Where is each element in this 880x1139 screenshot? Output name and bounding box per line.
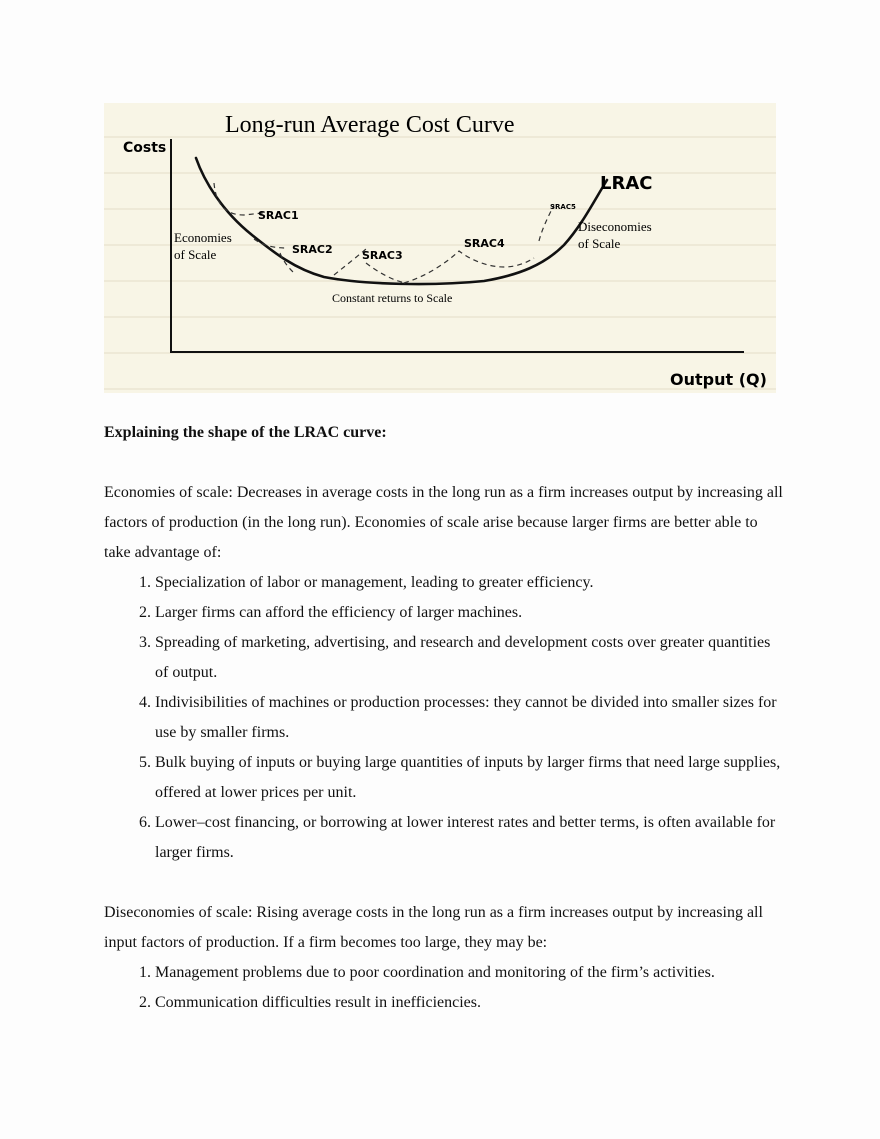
srac2-label: SRAC2 <box>292 243 333 256</box>
diseconomies-annotation-line1: Diseconomies <box>578 219 652 234</box>
economies-annotation-line1: Economies <box>174 230 232 245</box>
lrac-label: LRAC <box>600 173 653 194</box>
x-axis-label: Output (Q) <box>670 370 767 389</box>
section-heading: Explaining the shape of the LRAC curve: <box>104 424 387 441</box>
economies-intro: Economies of scale: Decreases in average costs in the long run as a firm increases output by increasing all factors of production (in the long run). Economies of scale arise because larger firms are better able to take advantage of: <box>104 484 783 561</box>
lrac-diagram <box>104 103 776 393</box>
economies-list <box>104 568 784 868</box>
srac2-curve <box>254 239 294 273</box>
economies-annotation-line2: of Scale <box>174 247 217 262</box>
list-item: 3. Spreading of marketing, advertising, and research and development costs over greater quantities of output. <box>155 628 784 688</box>
constant-returns-annotation: Constant returns to Scale <box>332 291 453 305</box>
diseconomies-annotation-line2: of Scale <box>578 236 621 251</box>
srac3-label: SRAC3 <box>362 249 403 262</box>
diseconomies-intro: Diseconomies of scale: Rising average costs in the long run as a firm increases output by increasing all input factors of production. If a firm becomes too large, they may be: <box>104 904 763 951</box>
list-item: 4. Indivisibilities of machines or production processes: they cannot be divided into smaller sizes for use by smaller firms. <box>155 688 784 748</box>
diseconomies-list <box>104 958 784 1018</box>
list-item: 1. Specialization of labor or management, leading to greater efficiency. <box>155 568 784 598</box>
list-item: 2. Larger firms can afford the efficiency of larger machines. <box>155 598 784 628</box>
srac5-label: SRAC5 <box>550 203 576 211</box>
list-item: 6. Lower–cost financing, or borrowing at lower interest rates and better terms, is often available for larger firms. <box>155 808 784 868</box>
figure-title: Long-run Average Cost Curve <box>225 112 515 138</box>
lrac-figure <box>104 103 776 393</box>
list-item: 1. Management problems due to poor coordination and monitoring of the firm’s activities. <box>155 958 784 988</box>
list-item: 2. Communication difficulties result in inefficiencies. <box>155 988 784 1018</box>
srac4-curve <box>404 251 534 283</box>
page-content <box>104 418 784 1048</box>
y-axis-label: Costs <box>123 140 167 156</box>
srac4-label: SRAC4 <box>464 237 505 250</box>
list-item: 5. Bulk buying of inputs or buying large quantities of inputs by larger firms that need large supplies, offered at lower prices per unit. <box>155 748 784 808</box>
srac1-label: SRAC1 <box>258 209 299 222</box>
